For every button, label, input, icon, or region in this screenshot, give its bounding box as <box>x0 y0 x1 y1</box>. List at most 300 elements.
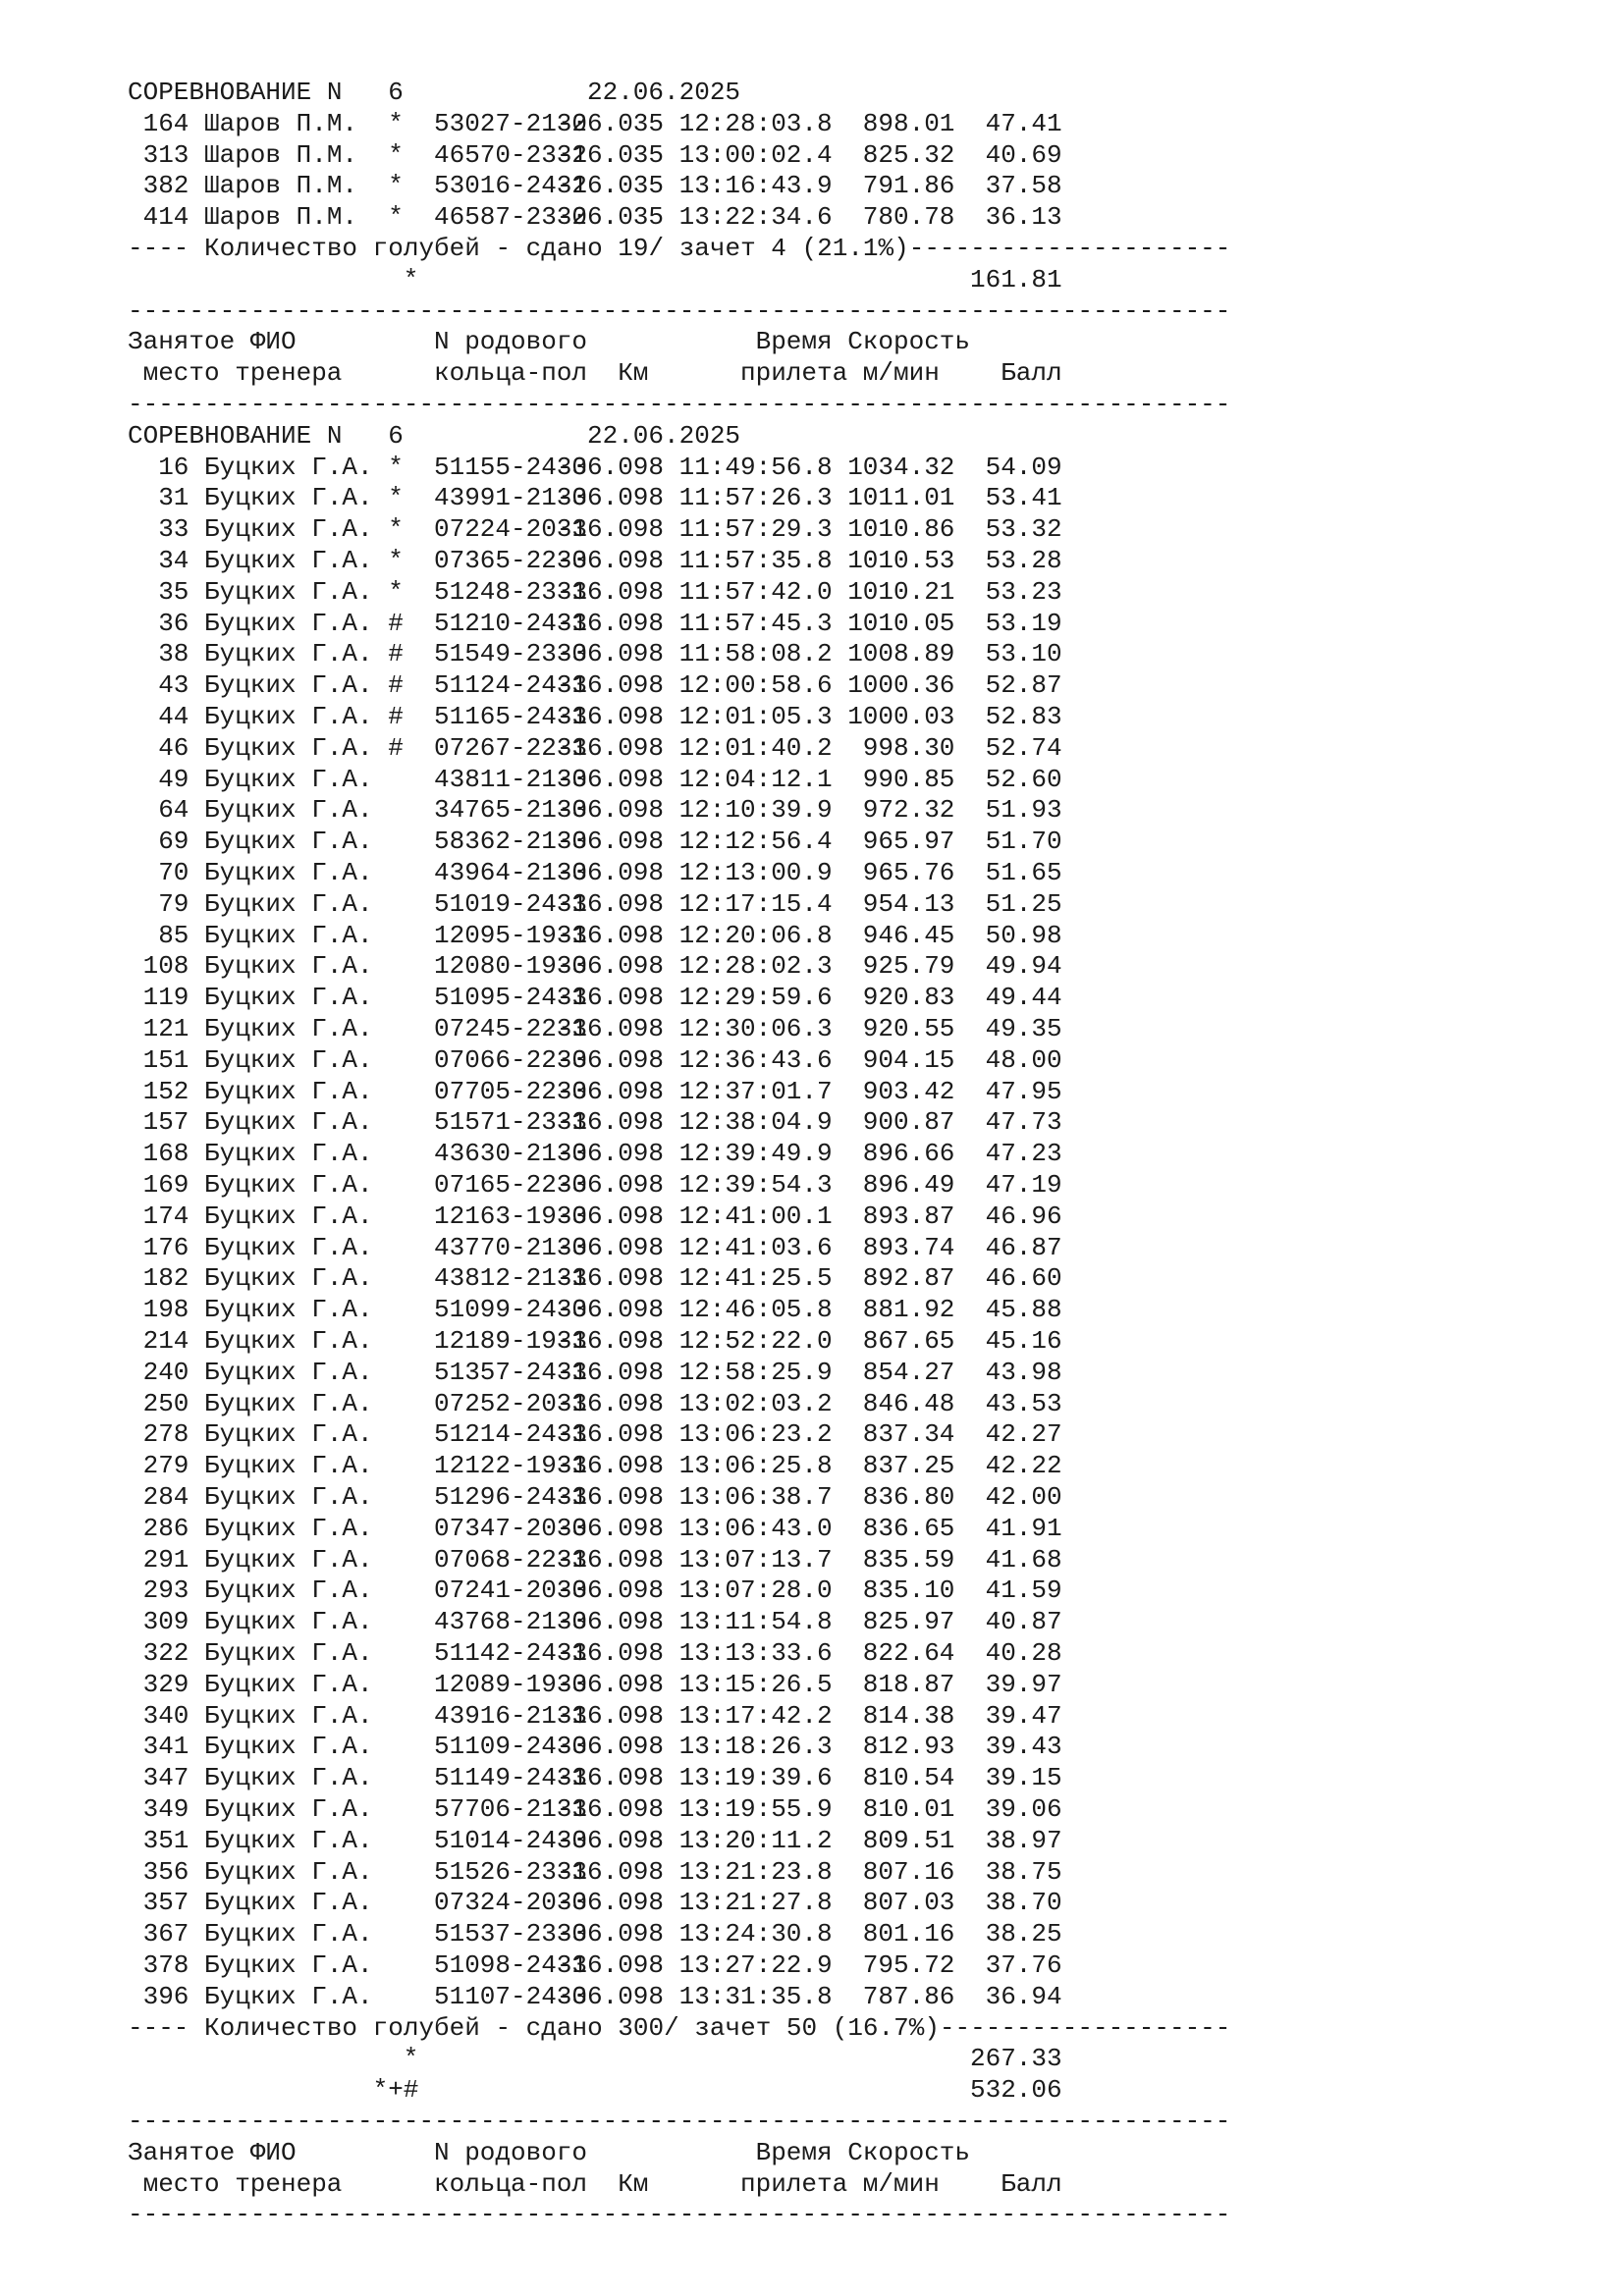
place: 151 <box>142 1044 189 1075</box>
speed: 787.86 <box>862 1981 955 2011</box>
arrival-time: 13:02:03.2 <box>678 1388 833 1418</box>
ring-number: 07324-20-0 <box>434 1888 588 1918</box>
trainer-name: Буцких Г.А. <box>204 1825 373 1855</box>
trainer-name: Буцких Г.А. <box>204 1326 373 1356</box>
arrival-time: 12:36:43.6 <box>678 1044 833 1075</box>
header-speed: м/мин <box>862 358 940 389</box>
distance-km: 336.098 <box>556 1451 665 1481</box>
competition-title: СОРЕВНОВАНИЕ N 6 <box>128 78 404 107</box>
ring-number: 51014-24-0 <box>434 1825 588 1855</box>
arrival-time: 13:20:11.2 <box>678 1825 833 1855</box>
score: 42.00 <box>985 1482 1062 1512</box>
distance-km: 326.035 <box>556 139 665 170</box>
place: 286 <box>142 1513 189 1543</box>
place: 79 <box>158 888 189 919</box>
speed: 814.38 <box>862 1700 955 1731</box>
trainer-name: Буцких Г.А. <box>204 920 373 950</box>
distance-km: 326.035 <box>556 202 665 233</box>
speed: 893.74 <box>862 1232 955 1262</box>
place: 351 <box>142 1825 189 1855</box>
arrival-time: 11:57:45.3 <box>678 608 833 638</box>
header-ring: кольца-пол <box>434 358 588 389</box>
trainer-name: Буцких Г.А. <box>204 764 373 794</box>
place: 378 <box>142 1950 189 1980</box>
speed: 972.32 <box>862 795 955 826</box>
trainer-name: Шаров П.М. <box>204 171 358 201</box>
place: 34 <box>158 546 189 575</box>
trainer-name: Буцких Г.А. <box>204 670 373 701</box>
place: 278 <box>142 1419 189 1450</box>
ring-number: 51099-24-0 <box>434 1295 588 1325</box>
trainer-name: Буцких Г.А. <box>204 1201 373 1231</box>
header-ring: N родового <box>434 327 588 357</box>
distance-km: 336.098 <box>556 1076 665 1106</box>
distance-km: 336.098 <box>556 1014 665 1043</box>
place: 157 <box>142 1107 189 1138</box>
place: 174 <box>142 1201 189 1231</box>
distance-km: 336.098 <box>556 1107 665 1138</box>
distance-km: 336.098 <box>556 1732 665 1762</box>
trainer-name: Буцких Г.А. <box>204 983 373 1013</box>
distance-km: 336.098 <box>556 1513 665 1543</box>
score: 47.41 <box>985 108 1062 138</box>
speed: 925.79 <box>862 951 955 982</box>
ring-number: 12080-19-0 <box>434 951 588 982</box>
distance-km: 336.098 <box>556 576 665 607</box>
mark: * <box>388 483 404 513</box>
arrival-time: 12:41:25.5 <box>678 1263 833 1294</box>
place: 35 <box>158 576 189 607</box>
trainer-name: Буцких Г.А. <box>204 1513 373 1543</box>
speed: 807.16 <box>862 1856 955 1887</box>
distance-km: 336.098 <box>556 608 665 638</box>
score: 51.25 <box>985 888 1062 919</box>
trainer-name: Буцких Г.А. <box>204 1357 373 1387</box>
trainer-name: Буцких Г.А. <box>204 1950 373 1980</box>
arrival-time: 12:01:05.3 <box>678 702 833 731</box>
score: 46.96 <box>985 1201 1062 1231</box>
place: 85 <box>158 920 189 950</box>
trainer-name: Буцких Г.А. <box>204 1544 373 1575</box>
trainer-name: Буцких Г.А. <box>204 1014 373 1043</box>
distance-km: 326.035 <box>556 171 665 201</box>
header-km: Км <box>618 358 649 389</box>
header-place: место <box>142 2168 220 2199</box>
distance-km: 336.098 <box>556 1263 665 1294</box>
distance-km: 336.098 <box>556 888 665 919</box>
place: 357 <box>142 1888 189 1918</box>
speed: 818.87 <box>862 1669 955 1699</box>
speed: 1010.86 <box>847 514 955 545</box>
trainer-name: Буцких Г.А. <box>204 702 373 731</box>
place: 33 <box>158 514 189 545</box>
score: 39.15 <box>985 1763 1062 1793</box>
header-km: Км <box>618 2168 649 2199</box>
arrival-time: 12:28:02.3 <box>678 951 833 982</box>
place: 64 <box>158 795 189 826</box>
ring-number: 53016-24-1 <box>434 171 588 201</box>
place: 164 <box>142 108 189 138</box>
speed: 1011.01 <box>847 483 955 513</box>
mark: * <box>388 576 404 607</box>
place: 396 <box>142 1981 189 2011</box>
trainer-name: Буцких Г.А. <box>204 1669 373 1699</box>
arrival-time: 12:37:01.7 <box>678 1076 833 1106</box>
place: 49 <box>158 764 189 794</box>
score: 49.94 <box>985 951 1062 982</box>
score: 53.23 <box>985 576 1062 607</box>
trainer-name: Буцких Г.А. <box>204 608 373 638</box>
trainer-name: Буцких Г.А. <box>204 827 373 857</box>
distance-km: 336.098 <box>556 1888 665 1918</box>
speed: 854.27 <box>862 1357 955 1387</box>
trainer-name: Буцких Г.А. <box>204 951 373 982</box>
score: 36.13 <box>985 202 1062 233</box>
distance-km: 336.098 <box>556 1295 665 1325</box>
header-speed: Скорость <box>847 2137 971 2167</box>
header-time: Время <box>755 2137 833 2167</box>
total-value: 267.33 <box>970 2044 1062 2074</box>
trainer-name: Буцких Г.А. <box>204 1388 373 1418</box>
score: 52.74 <box>985 732 1062 763</box>
ring-number: 51357-24-1 <box>434 1357 588 1387</box>
score: 49.44 <box>985 983 1062 1013</box>
place: 313 <box>142 139 189 170</box>
trainer-name: Буцких Г.А. <box>204 1981 373 2011</box>
speed: 801.16 <box>862 1919 955 1949</box>
trainer-name: Буцких Г.А. <box>204 483 373 513</box>
trainer-name: Буцких Г.А. <box>204 795 373 826</box>
speed: 837.34 <box>862 1419 955 1450</box>
speed: 904.15 <box>862 1044 955 1075</box>
arrival-time: 13:27:22.9 <box>678 1950 833 1980</box>
speed: 867.65 <box>862 1326 955 1356</box>
distance-km: 336.098 <box>556 1482 665 1512</box>
place: 322 <box>142 1638 189 1668</box>
place: 108 <box>142 951 189 982</box>
place: 356 <box>142 1856 189 1887</box>
ring-number: 07066-22-0 <box>434 1044 588 1075</box>
score: 45.16 <box>985 1326 1062 1356</box>
header-place: Занятое <box>128 2137 236 2167</box>
place: 284 <box>142 1482 189 1512</box>
speed: 1034.32 <box>847 452 955 482</box>
distance-km: 336.098 <box>556 1419 665 1450</box>
trainer-name: Буцких Г.А. <box>204 546 373 575</box>
distance-km: 336.098 <box>556 1044 665 1075</box>
arrival-time: 13:06:38.7 <box>678 1482 833 1512</box>
ring-number: 51165-24-1 <box>434 702 588 731</box>
distance-km: 336.098 <box>556 1856 665 1887</box>
distance-km: 336.098 <box>556 827 665 857</box>
ring-number: 07241-20-0 <box>434 1575 588 1606</box>
arrival-time: 12:04:12.1 <box>678 764 833 794</box>
total-mark: *+# <box>372 2075 419 2106</box>
arrival-time: 12:38:04.9 <box>678 1107 833 1138</box>
arrival-time: 13:19:39.6 <box>678 1763 833 1793</box>
total-mark: * <box>403 2044 419 2074</box>
trainer-name: Буцких Г.А. <box>204 1638 373 1668</box>
mark: # <box>388 670 404 701</box>
speed: 810.01 <box>862 1794 955 1824</box>
score: 39.47 <box>985 1700 1062 1731</box>
arrival-time: 13:06:43.0 <box>678 1513 833 1543</box>
score: 39.06 <box>985 1794 1062 1824</box>
score: 53.28 <box>985 546 1062 575</box>
separator-dashes: ------------------------------------------------------------------------ <box>128 390 1231 419</box>
place: 43 <box>158 670 189 701</box>
place: 367 <box>142 1919 189 1949</box>
speed: 1008.89 <box>847 639 955 669</box>
ring-number: 07705-22-0 <box>434 1076 588 1106</box>
speed: 1000.03 <box>847 702 955 731</box>
ring-number: 43630-21-0 <box>434 1139 588 1169</box>
arrival-time: 11:57:26.3 <box>678 483 833 513</box>
distance-km: 336.098 <box>556 1139 665 1169</box>
competition-date: 22.06.2025 <box>587 420 741 451</box>
distance-km: 336.098 <box>556 670 665 701</box>
distance-km: 336.098 <box>556 1201 665 1231</box>
score: 42.27 <box>985 1419 1062 1450</box>
header-name: тренера <box>235 2168 343 2199</box>
trainer-name: Буцких Г.А. <box>204 1419 373 1450</box>
ring-number: 07267-22-1 <box>434 732 588 763</box>
speed: 893.87 <box>862 1201 955 1231</box>
ring-number: 51571-23-1 <box>434 1107 588 1138</box>
distance-km: 336.098 <box>556 1326 665 1356</box>
mark: # <box>388 702 404 731</box>
place: 69 <box>158 827 189 857</box>
distance-km: 336.098 <box>556 1607 665 1637</box>
mark: * <box>388 108 404 138</box>
separator-dashes: ------------------------------------------------------------------------ <box>128 2107 1231 2136</box>
arrival-time: 12:52:22.0 <box>678 1326 833 1356</box>
distance-km: 336.098 <box>556 1981 665 2011</box>
arrival-time: 13:18:26.3 <box>678 1732 833 1762</box>
place: 198 <box>142 1295 189 1325</box>
arrival-time: 12:46:05.8 <box>678 1295 833 1325</box>
speed: 795.72 <box>862 1950 955 1980</box>
place: 250 <box>142 1388 189 1418</box>
score: 39.97 <box>985 1669 1062 1699</box>
speed: 881.92 <box>862 1295 955 1325</box>
score: 37.76 <box>985 1950 1062 1980</box>
speed: 900.87 <box>862 1107 955 1138</box>
place: 152 <box>142 1076 189 1106</box>
score: 48.00 <box>985 1044 1062 1075</box>
ring-number: 43812-21-1 <box>434 1263 588 1294</box>
score: 37.58 <box>985 171 1062 201</box>
speed: 791.86 <box>862 171 955 201</box>
distance-km: 336.098 <box>556 1544 665 1575</box>
score: 41.59 <box>985 1575 1062 1606</box>
speed: 965.76 <box>862 858 955 887</box>
distance-km: 336.098 <box>556 1669 665 1699</box>
total-value: 532.06 <box>970 2075 1062 2106</box>
speed: 812.93 <box>862 1732 955 1762</box>
arrival-time: 11:57:42.0 <box>678 576 833 607</box>
arrival-time: 12:58:25.9 <box>678 1357 833 1387</box>
speed: 1010.53 <box>847 546 955 575</box>
place: 31 <box>158 483 189 513</box>
ring-number: 12163-19-0 <box>434 1201 588 1231</box>
arrival-time: 13:11:54.8 <box>678 1607 833 1637</box>
mark: # <box>388 639 404 669</box>
arrival-time: 13:21:23.8 <box>678 1856 833 1887</box>
score: 41.68 <box>985 1544 1062 1575</box>
distance-km: 336.098 <box>556 764 665 794</box>
score: 53.19 <box>985 608 1062 638</box>
separator-dashes: ------------------------------------------------------------------------ <box>128 2200 1231 2230</box>
distance-km: 336.098 <box>556 1950 665 1980</box>
ring-number: 12089-19-0 <box>434 1669 588 1699</box>
ring-number: 07245-22-1 <box>434 1014 588 1043</box>
place: 38 <box>158 639 189 669</box>
ring-number: 43770-21-0 <box>434 1232 588 1262</box>
arrival-time: 12:30:06.3 <box>678 1014 833 1043</box>
distance-km: 336.098 <box>556 702 665 731</box>
arrival-time: 13:13:33.6 <box>678 1638 833 1668</box>
speed: 835.59 <box>862 1544 955 1575</box>
ring-number: 46570-23-1 <box>434 139 588 170</box>
competition-date: 22.06.2025 <box>587 78 741 107</box>
speed: 822.64 <box>862 1638 955 1668</box>
place: 214 <box>142 1326 189 1356</box>
speed: 825.32 <box>862 139 955 170</box>
score: 52.87 <box>985 670 1062 701</box>
arrival-time: 12:39:54.3 <box>678 1170 833 1200</box>
header-time: прилета <box>740 2168 848 2199</box>
arrival-time: 13:15:26.5 <box>678 1669 833 1699</box>
score: 46.87 <box>985 1232 1062 1262</box>
score: 41.91 <box>985 1513 1062 1543</box>
place: 121 <box>142 1014 189 1043</box>
ring-number: 51019-24-1 <box>434 888 588 919</box>
ring-number: 12189-19-1 <box>434 1326 588 1356</box>
total-mark: * <box>403 264 419 294</box>
header-place: место <box>142 358 220 389</box>
score: 54.09 <box>985 452 1062 482</box>
place: 414 <box>142 202 189 233</box>
trainer-name: Буцких Г.А. <box>204 1295 373 1325</box>
place: 309 <box>142 1607 189 1637</box>
header-speed: Скорость <box>847 327 971 357</box>
place: 240 <box>142 1357 189 1387</box>
distance-km: 336.098 <box>556 1575 665 1606</box>
arrival-time: 12:41:03.6 <box>678 1232 833 1262</box>
speed: 836.65 <box>862 1513 955 1543</box>
ring-number: 43991-21-0 <box>434 483 588 513</box>
trainer-name: Буцких Г.А. <box>204 1856 373 1887</box>
place: 176 <box>142 1232 189 1262</box>
place: 169 <box>142 1170 189 1200</box>
header-ring: кольца-пол <box>434 2168 588 2199</box>
mark: * <box>388 452 404 482</box>
speed: 990.85 <box>862 764 955 794</box>
speed: 809.51 <box>862 1825 955 1855</box>
mark: * <box>388 546 404 575</box>
place: 44 <box>158 702 189 731</box>
speed: 835.10 <box>862 1575 955 1606</box>
ring-number: 51095-24-1 <box>434 983 588 1013</box>
ring-number: 51098-24-1 <box>434 1950 588 1980</box>
ring-number: 51214-24-1 <box>434 1419 588 1450</box>
distance-km: 336.098 <box>556 795 665 826</box>
arrival-time: 12:29:59.6 <box>678 983 833 1013</box>
arrival-time: 11:57:35.8 <box>678 546 833 575</box>
arrival-time: 12:13:00.9 <box>678 858 833 887</box>
speed: 965.97 <box>862 827 955 857</box>
ring-number: 51124-24-1 <box>434 670 588 701</box>
mark: * <box>388 139 404 170</box>
ring-number: 51149-24-1 <box>434 1763 588 1793</box>
competition-title: СОРЕВНОВАНИЕ N 6 <box>128 420 404 451</box>
trainer-name: Буцких Г.А. <box>204 1482 373 1512</box>
speed: 810.54 <box>862 1763 955 1793</box>
score: 40.69 <box>985 139 1062 170</box>
distance-km: 336.098 <box>556 514 665 545</box>
header-ring: N родового <box>434 2137 588 2167</box>
distance-km: 336.098 <box>556 1232 665 1262</box>
header-name: ФИО <box>249 327 297 357</box>
place: 347 <box>142 1763 189 1793</box>
trainer-name: Шаров П.М. <box>204 202 358 233</box>
trainer-name: Буцких Г.А. <box>204 1263 373 1294</box>
ring-number: 07068-22-1 <box>434 1544 588 1575</box>
trainer-name: Буцких Г.А. <box>204 514 373 545</box>
score: 53.41 <box>985 483 1062 513</box>
place: 119 <box>142 983 189 1013</box>
place: 168 <box>142 1139 189 1169</box>
distance-km: 336.098 <box>556 1170 665 1200</box>
distance-km: 336.098 <box>556 1825 665 1855</box>
place: 16 <box>158 452 189 482</box>
summary-text: ---- Количество голубей - сдано 19/ зачет 4 (21.1%)--------------------- <box>128 234 1231 263</box>
distance-km: 336.098 <box>556 1794 665 1824</box>
ring-number: 51210-24-1 <box>434 608 588 638</box>
ring-number: 53027-21-0 <box>434 108 588 138</box>
trainer-name: Буцких Г.А. <box>204 1044 373 1075</box>
speed: 903.42 <box>862 1076 955 1106</box>
distance-km: 336.098 <box>556 546 665 575</box>
place: 46 <box>158 732 189 763</box>
trainer-name: Шаров П.М. <box>204 139 358 170</box>
ring-number: 43811-21-0 <box>434 764 588 794</box>
ring-number: 58362-21-0 <box>434 827 588 857</box>
ring-number: 07252-20-1 <box>434 1388 588 1418</box>
speed: 920.55 <box>862 1014 955 1043</box>
arrival-time: 11:58:08.2 <box>678 639 833 669</box>
trainer-name: Буцких Г.А. <box>204 1170 373 1200</box>
score: 46.60 <box>985 1263 1062 1294</box>
arrival-time: 13:22:34.6 <box>678 202 833 233</box>
speed: 898.01 <box>862 108 955 138</box>
arrival-time: 13:07:28.0 <box>678 1575 833 1606</box>
place: 340 <box>142 1700 189 1731</box>
ring-number: 51142-24-1 <box>434 1638 588 1668</box>
score: 53.10 <box>985 639 1062 669</box>
arrival-time: 12:01:40.2 <box>678 732 833 763</box>
distance-km: 336.098 <box>556 1700 665 1731</box>
trainer-name: Буцких Г.А. <box>204 1451 373 1481</box>
place: 293 <box>142 1575 189 1606</box>
ring-number: 51155-24-0 <box>434 452 588 482</box>
speed: 998.30 <box>862 732 955 763</box>
arrival-time: 13:17:42.2 <box>678 1700 833 1731</box>
distance-km: 336.098 <box>556 639 665 669</box>
distance-km: 336.098 <box>556 858 665 887</box>
arrival-time: 13:24:30.8 <box>678 1919 833 1949</box>
